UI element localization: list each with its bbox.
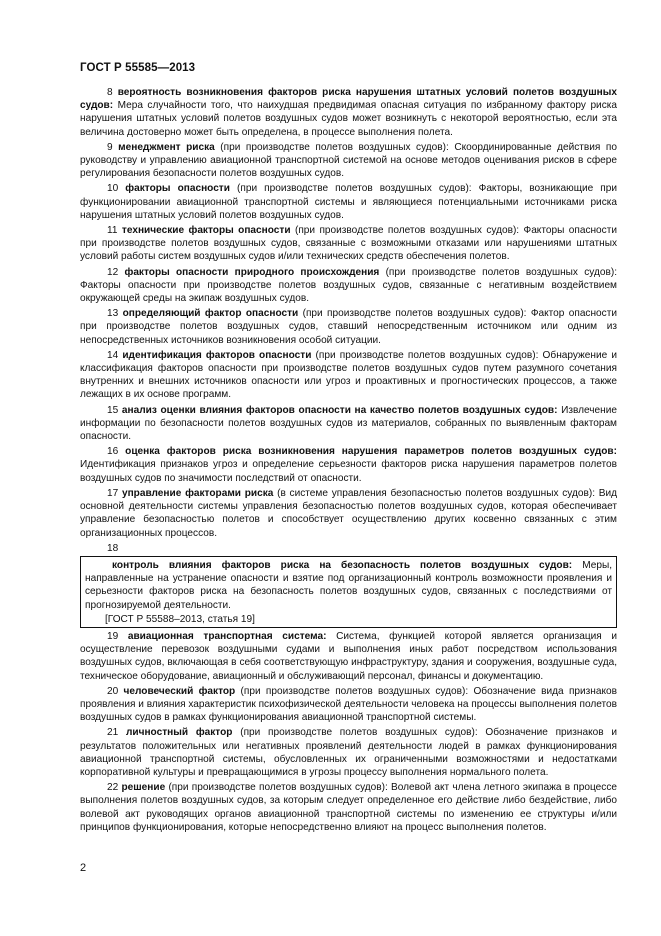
term-name: анализ оценки влияния факторов опасности на качество полетов воздушных судов:	[121, 404, 558, 416]
term-definition: (при производстве полетов воздушных судов): Факторы, возникающие при функционировании авиационной транспортной системы и являющиеся потенциальными источниками риска нарушения штатных условий полетов воздушных судов.	[80, 183, 618, 221]
term-entry	[80, 630, 617, 683]
term-definition: Мера случайности того, что наихудшая предвидимая опасная ситуация по избранному фактору риска нарушения штатных условий полетов воздушных судов может возникнуть с некоторой вероятностью, если эта величина достоверно может быть определена, в процессе выполнения полета.	[80, 100, 617, 138]
term-entry	[80, 141, 617, 181]
term-name: факторы опасности природного происхождения	[124, 266, 380, 278]
term-number: 21	[107, 727, 119, 739]
framed-term-box	[80, 556, 617, 628]
term-number: 17	[107, 487, 119, 499]
standard-reference: [ГОСТ Р 55588–2013, статья 19]	[105, 613, 255, 625]
term-definition: (при производстве полетов воздушных судов): Обозначение вида признаков проявления и влияния характеристик психофизической деятельности человека на процессы выполнения полетов воздушных судов в рамках функционирования авиационной транспортной системы.	[80, 685, 617, 724]
term-name: менеджмент риска	[118, 141, 215, 153]
term-definition: (при производстве полетов воздушных судов): Обозначение признаков и результатов положительных или негативных проявлений деятельности людей в рамках функционирования авиационной транспортной системы, обусловленных их ограниченными возможностями и недостатками корпоративной культуры и превращающимися в угрозы процессу выполнения нормального полета.	[80, 727, 618, 778]
framed-term-name: контроль влияния факторов риска на безопасность полетов воздушных судов:	[112, 559, 573, 571]
framed-term-definition	[85, 559, 612, 612]
term-entry	[80, 182, 617, 222]
term-number: 8	[107, 87, 113, 98]
term-number: 15	[107, 404, 119, 416]
term-entry	[80, 266, 617, 306]
term-entry	[80, 349, 617, 402]
term-entry	[80, 224, 617, 264]
framed-term-text: Меры, направленные на устранение опасности и взятие под организационный контроль возможности проявления и серьезности факторов риска на безопасность полетов воздушных судов, связанных с последствиями от прогнозируемой деятельности.	[85, 559, 613, 611]
term-name: авиационная транспортная система:	[127, 630, 327, 642]
term-number: 9	[107, 141, 113, 153]
term-number: 14	[107, 349, 119, 361]
term-entry	[80, 487, 617, 540]
term-entry	[80, 726, 617, 779]
terms-list	[80, 630, 617, 834]
term-entry	[80, 781, 617, 834]
term-name: идентификация факторов опасности	[122, 349, 312, 361]
term-definition: Идентификация признаков угроз и определение серьезности факторов риска нарушения параметров полетов воздушных судов по значимости последствий от опасности.	[80, 459, 617, 484]
term-entry	[80, 307, 617, 347]
document-body	[80, 86, 617, 836]
term-number: 22	[107, 782, 119, 794]
term-name: управление факторами риска	[121, 487, 274, 499]
term-number: 10	[107, 183, 119, 195]
term-name: оценка факторов риска возникновения нарушения параметров полетов воздушных судов:	[125, 446, 617, 458]
terms-list	[80, 86, 617, 540]
term-name: человеческий фактор	[123, 685, 236, 697]
term-number: 16	[107, 446, 119, 458]
term-definition: (при производстве полетов воздушных судов): Обнаружение и классификация факторов опасности при производстве полетов воздушных судов путем разумного сочетания внутренних и внешних источников опасности или угроз и проактивных и прогностических процессов, а также лежащих в их основе программ.	[80, 349, 617, 401]
term-definition: (при производстве полетов воздушных судов): Скоординированные действия по руководству и управлению авиационной транспортной системой на основе методов оценивания рисков в сфере регулирования безопасности полетов воздушных судов.	[80, 141, 617, 180]
term-number: 12	[107, 266, 119, 278]
page-number: 2	[80, 862, 87, 874]
term-name: решение	[121, 782, 166, 794]
term-number: 13	[107, 308, 119, 320]
term-definition: (при производстве полетов воздушных судов): Факторы опасности при производстве полетов воздушных судов, связанные с негативным воздействием окружающей среды на экипаж воздушных судов.	[80, 266, 617, 305]
term-definition: (при производстве полетов воздушных судов): Фактор опасности при производстве полетов воздушных судов, ставший непосредственным источником или одним из непосредственных источников возникновения особой ситуации.	[80, 308, 617, 346]
term-definition: Система, функцией которой является организация и осуществление перевозок воздушными судами и выполнения иных работ посредством использования воздушных судов, включающая в себя соответствующую инфраструктуру, здания и сооружения, воздушные суда, техническое оборудование, авиационный и обслуживающий персонал, финансы и документацию.	[80, 630, 617, 682]
term-number: 11	[107, 225, 118, 237]
term-name: факторы опасности	[125, 183, 230, 195]
term-name: технические факторы опасности	[121, 225, 291, 237]
term-number: 20	[107, 685, 119, 697]
term-number: 19	[107, 630, 119, 642]
term-entry	[80, 86, 617, 139]
term-definition: (при производстве полетов воздушных судов): Факторы опасности при производстве полетов воздушных судов, связанные с возможными отказами или нарушениями штатных условий работы систем воздушных судов и/или технических средств обеспечения полетов.	[80, 225, 617, 263]
term-name: вероятность возникновения факторов риска нарушения штатных условий полетов воздушных судов:	[80, 87, 617, 112]
term-definition: Извлечение информации по безопасности полетов воздушных судов из материалов, собранных по выявленным факторам опасности.	[80, 404, 617, 443]
term-entry	[80, 404, 617, 444]
term-definition: (при производстве полетов воздушных судов): Волевой акт члена летного экипажа в процессе выполнения полетов воздушных судов, за которым следует определенное его действие либо бездействие, либо волевой акт руководящих органов авиационной транспортной системы по изменению ее структуры и/или принципов функционирования, которые непосредственно влияют на процесс выполнения полетов.	[80, 782, 617, 833]
term-number: 18	[107, 542, 119, 554]
term-entry	[80, 445, 617, 485]
term-entry	[80, 685, 617, 725]
term-name: личностный фактор	[125, 727, 233, 739]
term-name: определяющий фактор опасности	[122, 308, 299, 320]
document-header: ГОСТ Р 55585—2013	[80, 62, 196, 74]
term-definition: (в системе управления безопасностью полетов воздушных судов): Вид основной деятельности системы управления безопасностью полетов воздушных судов, которая обеспечивает управление безопасностью полетов и способствует осуществлению других косвенно связанных с этим организационных процессов.	[80, 487, 617, 539]
